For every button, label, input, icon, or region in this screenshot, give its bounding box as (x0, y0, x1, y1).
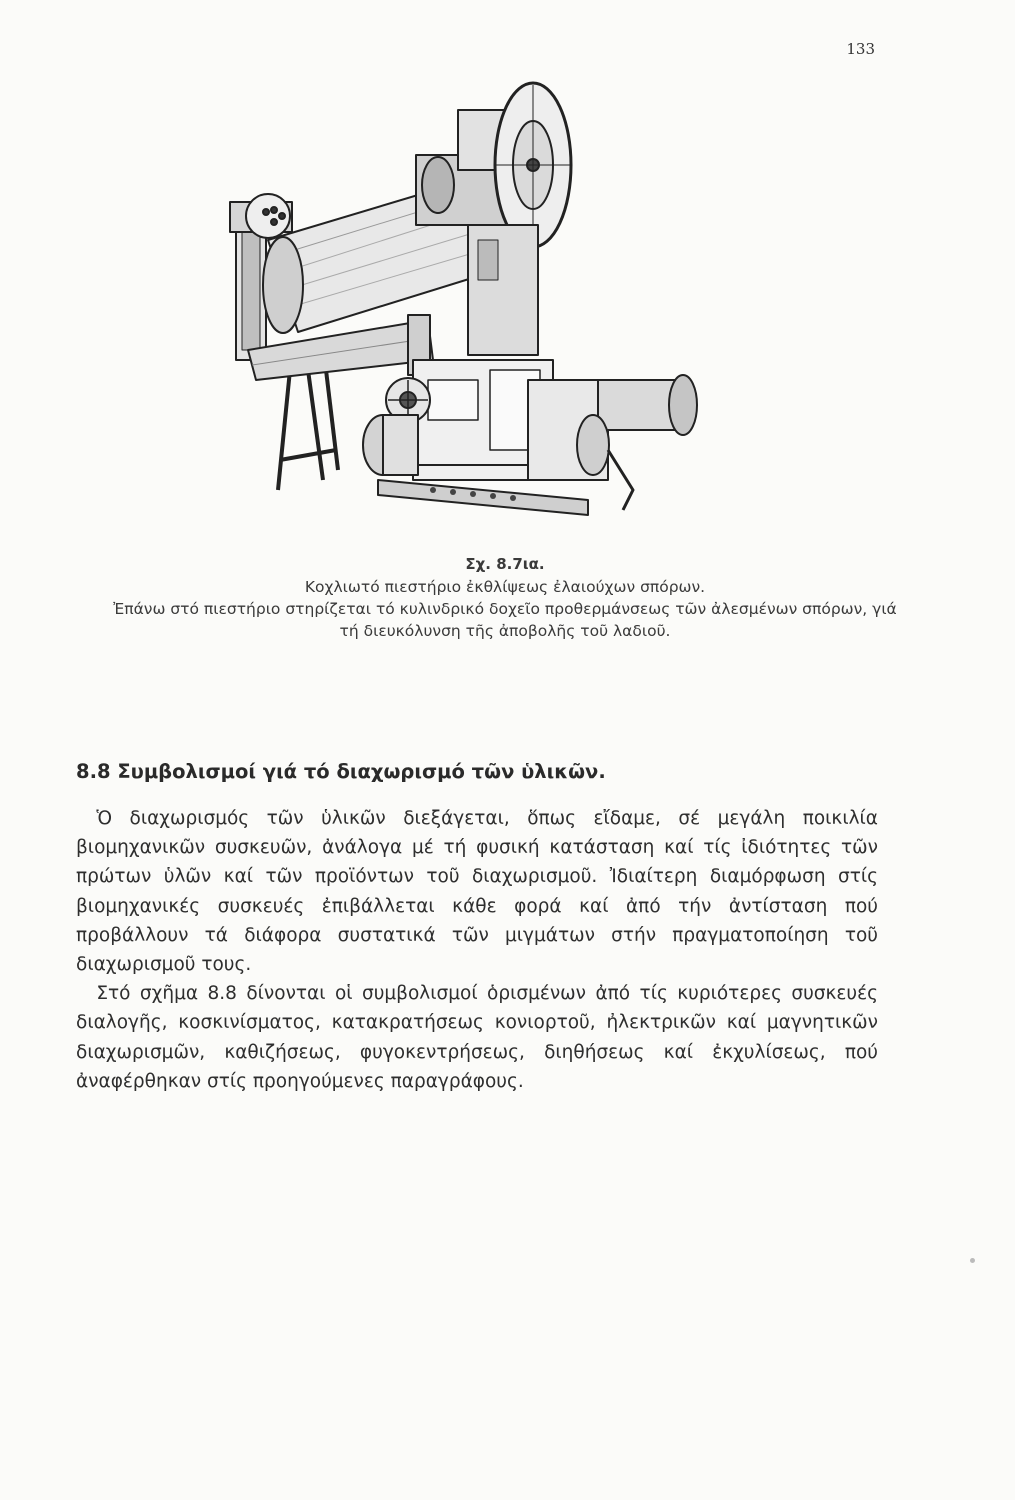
section-body (76, 804, 878, 1096)
paragraph: Στό σχῆμα 8.8 δίνονται οἱ συμβολισμοί ὁρισμένων ἀπό τίς κυριότερες συσκευές διαλογῆς, κοσκινίσματος, κατακρατήσεως κονιορτοῦ, ἠλεκτρικῶν καί μαγνητικῶν διαχωρισμῶν, καθιζήσεως, φυγοκεντρήσεως, διηθήσεως καί ἐκχυλίσεως, πού ἀναφέρθηκαν στίς προηγούμενες παραγράφους. (76, 983, 878, 1092)
support-legs (278, 370, 338, 490)
figure-caption (110, 553, 900, 642)
drive-motor (528, 375, 697, 510)
caption-line: Κοχλιωτό πιεστήριο ἐκθλίψεως ἐλαιούχων σπόρων. (304, 578, 706, 596)
screw-press-illustration (228, 70, 718, 520)
figure-label: Σχ. 8.7ια. (465, 555, 545, 573)
page-number: 133 (846, 40, 875, 58)
caption-line: τή διευκόλυνση τῆς ἀποβολῆς τοῦ λαδιοῦ. (339, 622, 671, 640)
stray-ink-dot (970, 1258, 975, 1263)
section-heading: 8.8 Συμβολισμοί γιά τό διαχωρισμό τῶν ὑλικῶν. (76, 760, 606, 783)
caption-line: Ἐπάνω στό πιεστήριο στηρίζεται τό κυλινδρικό δοχεῖο προθερμάνσεως τῶν ἀλεσμένων σπόρων, γιά (113, 600, 897, 618)
feed-motor (363, 415, 418, 475)
large-flywheel (495, 83, 571, 247)
paragraph: Ὁ διαχωρισμός τῶν ὑλικῶν διεξάγεται, ὅπως εἴδαμε, σέ μεγάλη ποικιλία βιομηχανικῶν συσκευῶν, ἀνάλογα μέ τή φυσική κατάσταση καί τίς ἰδιότητες τῶν πρώτων ὑλῶν καί τῶν προϊόντων τοῦ διαχωρισμοῦ. Ἰδιαίτερη διαμόρφωση στίς βιομηχανικές συσκευές ἐπιβάλλεται κάθε φορά καί ἀπό τήν ἀντίσταση πού προβάλλουν τά διάφορα συστατικά τῶν μιγμάτων στήν πραγματοποίηση τοῦ διαχωρισμοῦ τους. (76, 808, 878, 976)
